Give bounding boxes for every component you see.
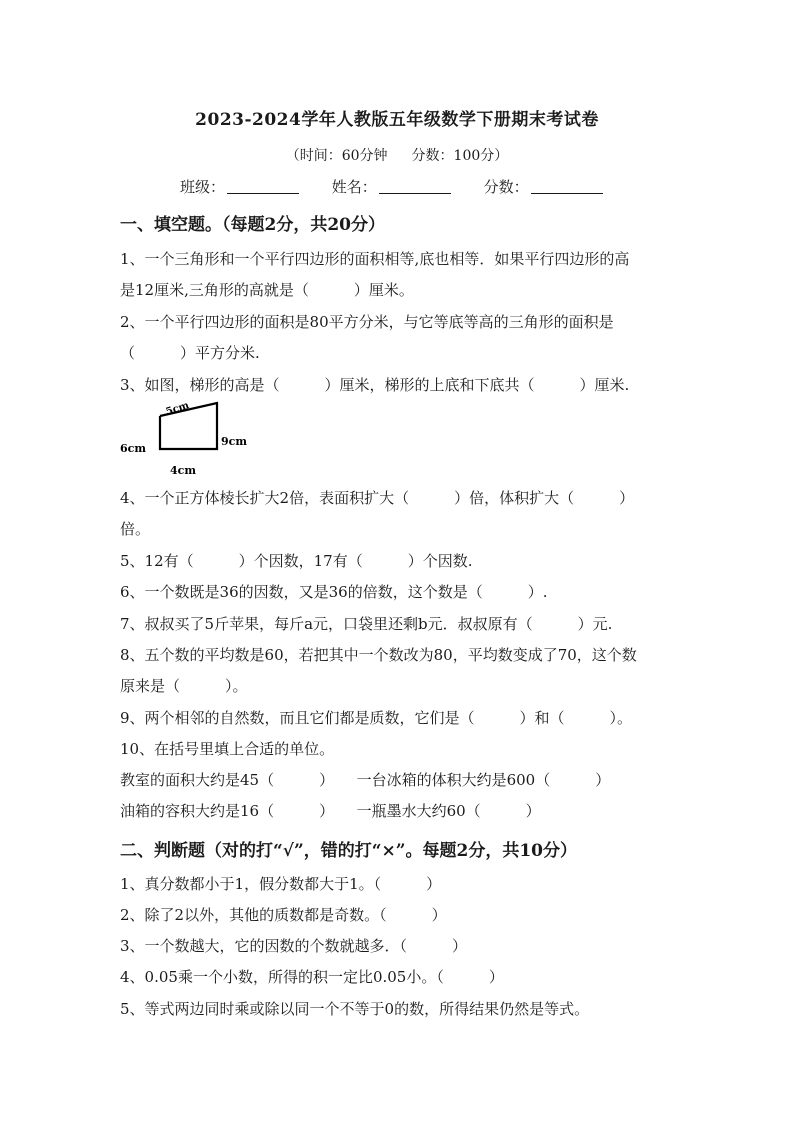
total-score-text: 分数：100分） xyxy=(411,148,509,164)
judge-q3: 3、一个数越大，它的因数的个数就越多．（ ） xyxy=(120,937,468,955)
q7-line: 7、叔叔买了5斤苹果，每斤a元，口袋里还剩b元．叔叔原有（ ）元. xyxy=(120,615,613,633)
class-field[interactable] xyxy=(180,176,299,197)
page-title: 2023-2024学年人教版五年级数学下册期末考试卷 xyxy=(195,110,599,130)
name-blank[interactable] xyxy=(379,179,451,194)
q10-row2: 油箱的容积大约是16（ ） 一瓶墨水大约60（ ） xyxy=(120,802,541,820)
judge-q4: 4、0.05乘一个小数，所得的积一定比0.05小。（ ） xyxy=(120,968,504,986)
trapezoid-figure xyxy=(118,396,268,480)
time-text: （时间：60分钟 xyxy=(285,148,388,164)
q6-line: 6、一个数既是36的因数，又是36的倍数，这个数是（ ）. xyxy=(120,583,548,601)
q3-line: 3、如图，梯形的高是（ ）厘米，梯形的上底和下底共（ ）厘米. xyxy=(120,376,630,394)
top-side-label: 5cm xyxy=(164,400,191,418)
q1-line1: 1、一个三角形和一个平行四边形的面积相等,底也相等．如果平行四边形的高 xyxy=(120,250,630,268)
score-field[interactable] xyxy=(484,176,603,197)
student-info-row xyxy=(180,176,631,197)
name-label: 姓名： xyxy=(331,178,377,196)
judge-q5: 5、等式两边同时乘或除以同一个不等于0的数，所得结果仍然是等式。 xyxy=(120,1000,590,1018)
q4-line1: 4、一个正方体棱长扩大2倍，表面积扩大（ ）倍，体积扩大（ ） xyxy=(120,489,635,507)
judge-q2: 2、除了2以外，其他的质数都是奇数。（ ） xyxy=(120,906,447,924)
q8-line2: 原来是（ ）。 xyxy=(120,677,248,695)
score-blank[interactable] xyxy=(531,179,603,194)
class-label: 班级： xyxy=(180,178,226,196)
q2-line2: （ ）平方分米. xyxy=(120,344,260,362)
judge-q1: 1、真分数都小于1，假分数都大于1。（ ） xyxy=(120,875,442,893)
bottom-side-label: 4cm xyxy=(170,464,196,477)
q8-line1: 8、五个数的平均数是60，若把其中一个数改为80，平均数变成了70，这个数 xyxy=(120,646,637,664)
q9-line: 9、两个相邻的自然数，而且它们都是质数，它们是（ ）和（ ）。 xyxy=(120,709,633,727)
section1-heading: 一、填空题。（每题2分，共20分） xyxy=(120,215,385,235)
score-label: 分数： xyxy=(483,178,529,196)
q1-line2: 是12厘米,三角形的高就是（ ）厘米。 xyxy=(120,281,414,299)
q4-line2: 倍。 xyxy=(120,520,151,538)
q10-line: 10、在括号里填上合适的单位。 xyxy=(120,740,335,758)
q5-line: 5、12有（ ）个因数，17有（ ）个因数. xyxy=(120,552,473,570)
name-field[interactable] xyxy=(332,176,451,197)
q2-line1: 2、一个平行四边形的面积是80平方分米，与它等底等高的三角形的面积是 xyxy=(120,313,614,331)
exam-meta xyxy=(0,145,794,165)
q10-row1: 教室的面积大约是45（ ） 一台冰箱的体积大约是600（ ） xyxy=(120,771,611,789)
section2-heading: 二、判断题（对的打“√”，错的打“×”。每题2分，共10分） xyxy=(120,841,578,861)
class-blank[interactable] xyxy=(227,179,299,194)
left-side-label: 6cm xyxy=(120,442,146,455)
right-side-label: 9cm xyxy=(221,435,247,448)
